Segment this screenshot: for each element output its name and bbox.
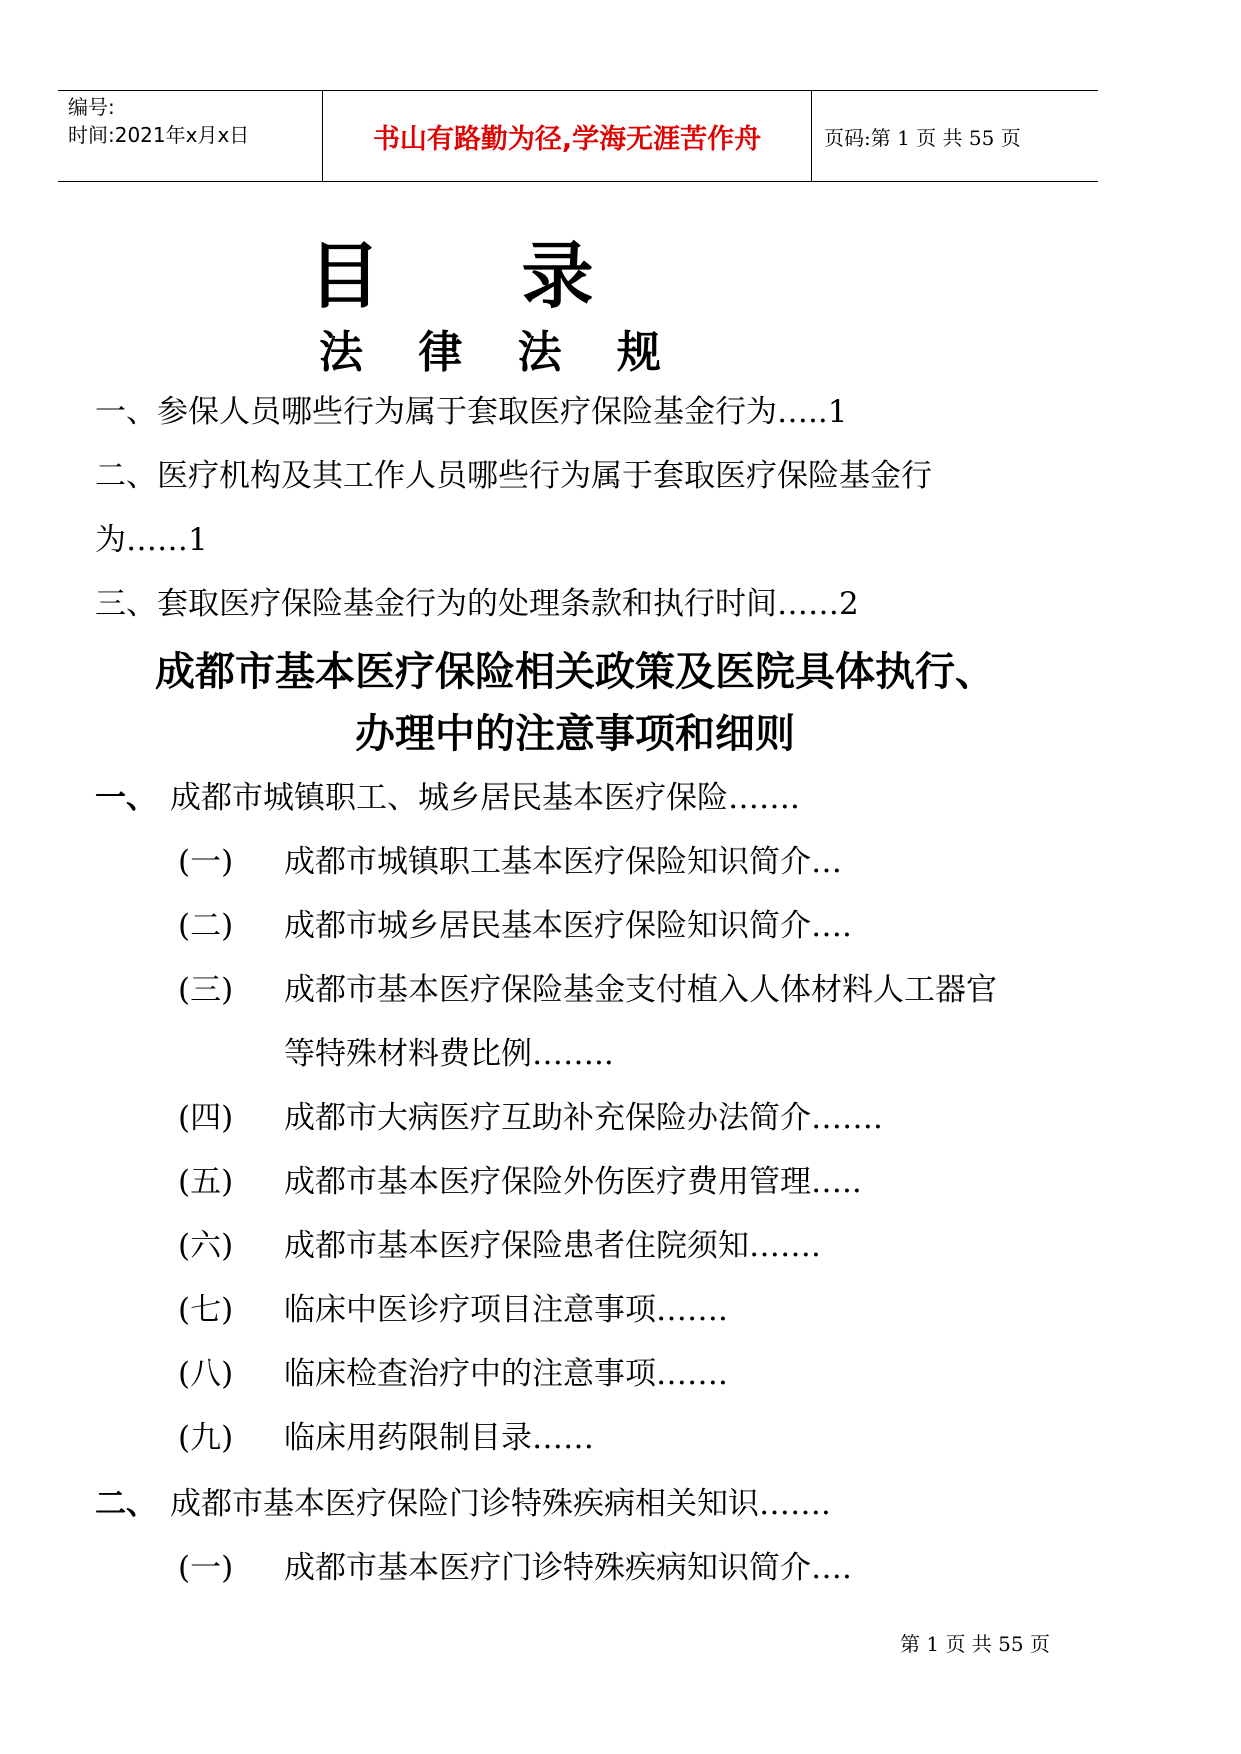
toc-level2-item bbox=[178, 1542, 852, 1587]
toc-title: 目 录 bbox=[308, 234, 652, 318]
toc-text: 成都市基本医疗保险基金支付植入人体材料人工器官 bbox=[284, 972, 997, 1008]
toc-text: 临床检查治疗中的注意事项……. bbox=[284, 1356, 728, 1392]
toc-num: (一) bbox=[178, 1550, 234, 1586]
toc-text: 成都市大病医疗互助补充保险办法简介……. bbox=[284, 1100, 883, 1136]
section-heading-line2: 办理中的注意事项和细则 bbox=[355, 711, 795, 757]
toc-num: (六) bbox=[178, 1228, 234, 1264]
toc-text: 临床用药限制目录…… bbox=[284, 1420, 594, 1456]
toc-level2-item bbox=[178, 1284, 728, 1329]
toc-text: 成都市基本医疗保险外伤医疗费用管理….. bbox=[284, 1164, 862, 1200]
law-item: 三、套取医疗保险基金行为的处理条款和执行时间……2 bbox=[95, 586, 859, 622]
law-item-cont: 为……1 bbox=[95, 522, 208, 558]
toc-num: (四) bbox=[178, 1100, 234, 1136]
toc-num: (五) bbox=[178, 1164, 234, 1200]
toc-level2-item bbox=[178, 1412, 594, 1457]
toc-level2-cont: 等特殊材料费比例…….. bbox=[284, 1036, 614, 1072]
page-footer: 第 1 页 共 55 页 bbox=[900, 1632, 1050, 1656]
toc-text: 成都市基本医疗门诊特殊疾病知识简介…. bbox=[284, 1550, 852, 1586]
time-label: 时间:2021年x月x日 bbox=[68, 123, 250, 147]
toc-level2-item bbox=[178, 1092, 883, 1137]
toc-text: 成都市基本医疗保险患者住院须知……. bbox=[284, 1228, 821, 1264]
law-item: 二、医疗机构及其工作人员哪些行为属于套取医疗保险基金行 bbox=[95, 458, 932, 494]
law-item: 一、参保人员哪些行为属于套取医疗保险基金行为…..1 bbox=[95, 394, 848, 430]
toc-num: 一、 bbox=[95, 780, 157, 816]
toc-text: 临床中医诊疗项目注意事项……. bbox=[284, 1292, 728, 1328]
toc-level2-item bbox=[178, 900, 852, 945]
number-label: 编号: bbox=[68, 95, 115, 119]
toc-num: (三) bbox=[178, 972, 234, 1008]
toc-level2-item bbox=[178, 1156, 862, 1201]
toc-num: (九) bbox=[178, 1420, 234, 1456]
toc-text: 成都市基本医疗保险门诊特殊疾病相关知识……. bbox=[170, 1486, 831, 1522]
toc-text: 成都市城镇职工、城乡居民基本医疗保险……. bbox=[170, 780, 800, 816]
toc-num: (八) bbox=[178, 1356, 234, 1392]
toc-num: (七) bbox=[178, 1292, 234, 1328]
toc-level2-item bbox=[178, 1220, 821, 1265]
toc-level2-item bbox=[178, 1348, 728, 1393]
toc-level1-item bbox=[95, 772, 800, 817]
toc-subtitle: 法 律 法 规 bbox=[319, 327, 681, 378]
toc-level2-item bbox=[178, 836, 842, 881]
toc-text: 成都市城镇职工基本医疗保险知识简介… bbox=[284, 844, 842, 880]
toc-text: 成都市城乡居民基本医疗保险知识简介…. bbox=[284, 908, 852, 944]
section-heading-line1: 成都市基本医疗保险相关政策及医院具体执行、 bbox=[155, 649, 995, 695]
toc-num: (二) bbox=[178, 908, 234, 944]
page-header bbox=[58, 90, 1098, 182]
toc-num: 二、 bbox=[95, 1486, 157, 1522]
toc-level1-item bbox=[95, 1478, 831, 1523]
header-page-label: 页码:第 1 页 共 55 页 bbox=[824, 125, 1021, 150]
toc-level2-item bbox=[178, 964, 997, 1009]
toc-num: (一) bbox=[178, 844, 234, 880]
header-meta bbox=[58, 91, 322, 181]
header-motto: 书山有路勤为径,学海无涯苦作舟 bbox=[322, 91, 812, 181]
